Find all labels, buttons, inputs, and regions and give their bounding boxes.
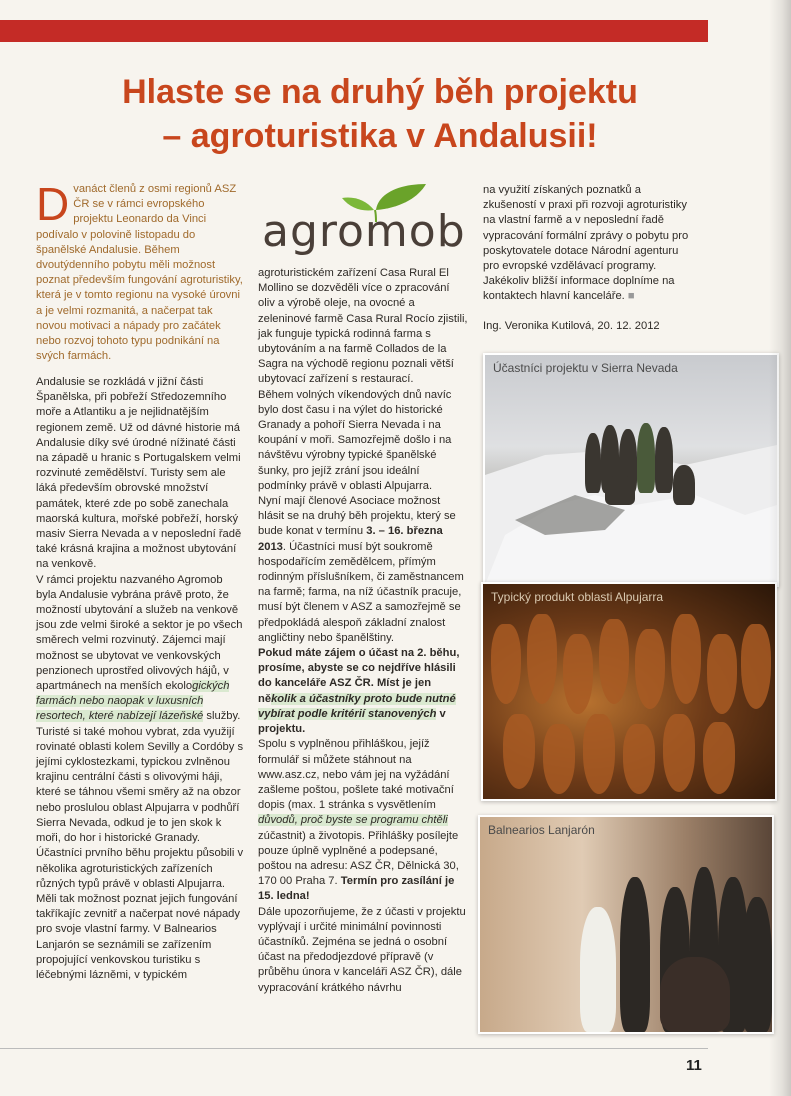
column-2 — [258, 266, 468, 996]
photo-balnearios — [478, 815, 774, 1034]
col1-p2-text: V rámci projektu nazvaného Agromob byla Andalusie vybrána právě proto, že možností ubytování a služeb na venkově jsou zde velmi široké a sektor je po všech směrech velmi rozvinutý. Zájemci mají možnost se ubytovat ve venkovských penzionech uprostřed olivových hájů, v apartmánech na menších ekolo — [36, 573, 243, 693]
col2-paragraph-2: Během volných víkendových dnů navíc bylo dost času i na výlet do historické Granady a pohoří Sierra Nevada i na koupání v moři. Samozřejmě došlo i na návštěvu výrobny typické španělské šunky, pro jejíž zrání jsou ideální podmínky právě v oblasti Alpujarra. — [258, 388, 452, 492]
col1-paragraph-3: Účastníci prvního běhu projektu působili v několika agroturistických zařízeních různých typů právě v oblasti Alpujarra. Měli tak možnost poznat jejich fungování takříkajíc zevnitř a načerpat nové nápady pro svoje vlastní farmy. V Balnearios Lanjarón se seznámili se zařízením propojující venkovskou turistiku s léčebnými lázněmi, v typickém — [36, 847, 244, 981]
bottom-rule — [0, 1048, 708, 1049]
col2-p5-text: Spolu s vyplněnou přihláškou, jejíž formulář si můžete stáhnout na www.asz.cz, nebo vám jej na vyžádání zašleme poštou, pošlete také motivační dopis (max. 1 stránka s vysvětlením — [258, 738, 454, 812]
col2-paragraph-6: Dále upozorňujeme, že z účasti v projektu vyplývají i určité minimální povinnosti účastníků. Zejména se jedná o osobní účast na předodjezdové přípravě (v průběhu února v kanceláři ASZ ČR), dále vypracování krátkého návrhu — [258, 905, 466, 994]
col1-p2-highlight: gických farmách nebo naopak v luxusních resortech, které nabízejí lázeňské — [36, 680, 230, 723]
intro-text: vanáct členů z osmi regionů ASZ ČR se v rámci evropského projektu Leonardo da Vinci podívalo v polovině listopadu do španělské Andalusie. Během dvoutýdenního pobytu měli možnost poznat především fungování agroturistiky, která je v tomto regionu na vysoké úrovni a je velmi rozmanitá, a načerpat tak novou motivaci a nápady pro začátek nebo rozvoj tohoto typu podnikání na svých farmách. — [36, 183, 243, 363]
col3-p1-text: na využití získaných poznatků a zkušeností v praxi při rozvoji agroturistiky na vlastní farmě a v neposlední řadě vypracování formální zprávy o pobytu pro poskytovatele dotace Národní agenturu pro evropské vzdělávací programy. Jakékoliv bližší informace doplníme na kontaktech hlavní kanceláře. — [483, 184, 689, 303]
title-line-2: – agroturistika v Andalusii! — [162, 117, 598, 155]
col1-p2-rest: služby. Turisté si také mohou vybrat, zda využijí rovinaté oblasti kolem Sevilly a Cordóby s jejími cyklostezkami, typickou zvlněnou krajinu centrální části s olivovými háji, které se táhnou všemi směry až na obzor nebo proslulou oblast Alpujarra v podhůří Sierra Nevada, odkud je to jen skok k moři, do hor i historické Granady. — [36, 710, 244, 845]
col3-paragraph-1 — [483, 183, 697, 305]
col2-paragraph-5 — [258, 737, 468, 904]
title-line-1: Hlaste se na druhý běh projektu — [122, 73, 638, 111]
top-red-bar — [0, 20, 708, 42]
col2-paragraph-3 — [258, 494, 468, 646]
col1-paragraph-2 — [36, 573, 246, 847]
photo-caption: Balnearios Lanjarón — [488, 823, 595, 837]
col2-p5-highlight: důvodů, proč byste se programu chtěli — [258, 814, 448, 827]
col2-p4-bold: Pokud máte zájem o účast na 2. běhu, prosíme, abyste se co nejdříve hlásili do kanceláře ASZ ČR. Míst je jen ně — [258, 647, 460, 705]
col2-p4-end: v projektu. — [258, 707, 446, 736]
photo-caption: Účastníci projektu v Sierra Nevada — [493, 361, 678, 375]
drop-cap: D — [36, 178, 70, 230]
agromob-logo — [258, 180, 466, 257]
col1-paragraph-1: Andalusie se rozkládá v jižní části Španělska, při pobřeží Středozemního moře a Atlantiku a je nejlidnatějším regionem země. Už od dávné historie má Andalusie díky své úrodné nížinaté části na západě u hranic s Portugalskem velmi rozvinuté zemědělství. Turisty sem ale láká především obrovské množství památek, které zde po sobě zanechala maorská kultura, mořské pobřeží, horský masiv Sierra Nevada a v neposlední řadě také krásná krajina a možnost ubytování na venkově. — [36, 376, 242, 571]
col2-p5-deadline: Termín pro zasílání je 15. ledna! — [258, 875, 455, 903]
logo-text: agromob — [262, 206, 466, 257]
article-title — [40, 70, 720, 158]
page-edge-shadow — [769, 0, 791, 1096]
col2-p3-text: Nyní mají členové Asociace možnost hlásit se na druhý běh projektu, který se bude konat v termínu — [258, 495, 456, 538]
column-1 — [36, 375, 246, 983]
column-3 — [483, 183, 697, 334]
col2-p4-highlight: kolik a účastníky proto bude nutné vybírat podle kritérií stanovených — [258, 692, 456, 720]
col2-paragraph-4 — [258, 646, 468, 737]
col2-paragraph-1: agroturistickém zařízení Casa Rural El Mollino se dozvěděli více o zpracování oliv a výrobě oleje, na ovocné a zeleninové farmě Casa Rural Rocío zjistili, jak funguje typická rodinná farma s ubytováním a na farmě Collados de la Sagra na východě regionu poznali větší ubytovací zařízení s restaurací. — [258, 267, 468, 386]
author-line: Ing. Veronika Kutilová, 20. 12. 2012 — [483, 319, 660, 332]
end-mark-icon: ■ — [627, 290, 635, 303]
col2-p3-rest: . Účastníci musí být soukromě hospodařícím zemědělcem, přímým rodinným příslušníkem, či zaměstnancem na farmě; farma, na níž účastník pracuje, musí být členem v ASZ a samozřejmě se předpokládá alespoň základní znalost angličtiny nebo španělštiny. — [258, 540, 464, 644]
photo-caption: Typický produkt oblasti Alpujarra — [491, 590, 664, 604]
photo-hams — [481, 582, 777, 801]
intro-paragraph — [36, 178, 244, 364]
photo-sierra-nevada — [483, 353, 779, 587]
page-number: 11 — [686, 1057, 702, 1074]
col2-p3-dates: 3. – 16. března 2013 — [258, 525, 443, 553]
col2-p5-rest: zúčastnit) a životopis. Přihlášky posílejte pouze úplně vyplněné a podepsané, poštou na adresu: ASZ ČR, Dělnická 30, 170 00 Praha 7. — [258, 829, 459, 888]
